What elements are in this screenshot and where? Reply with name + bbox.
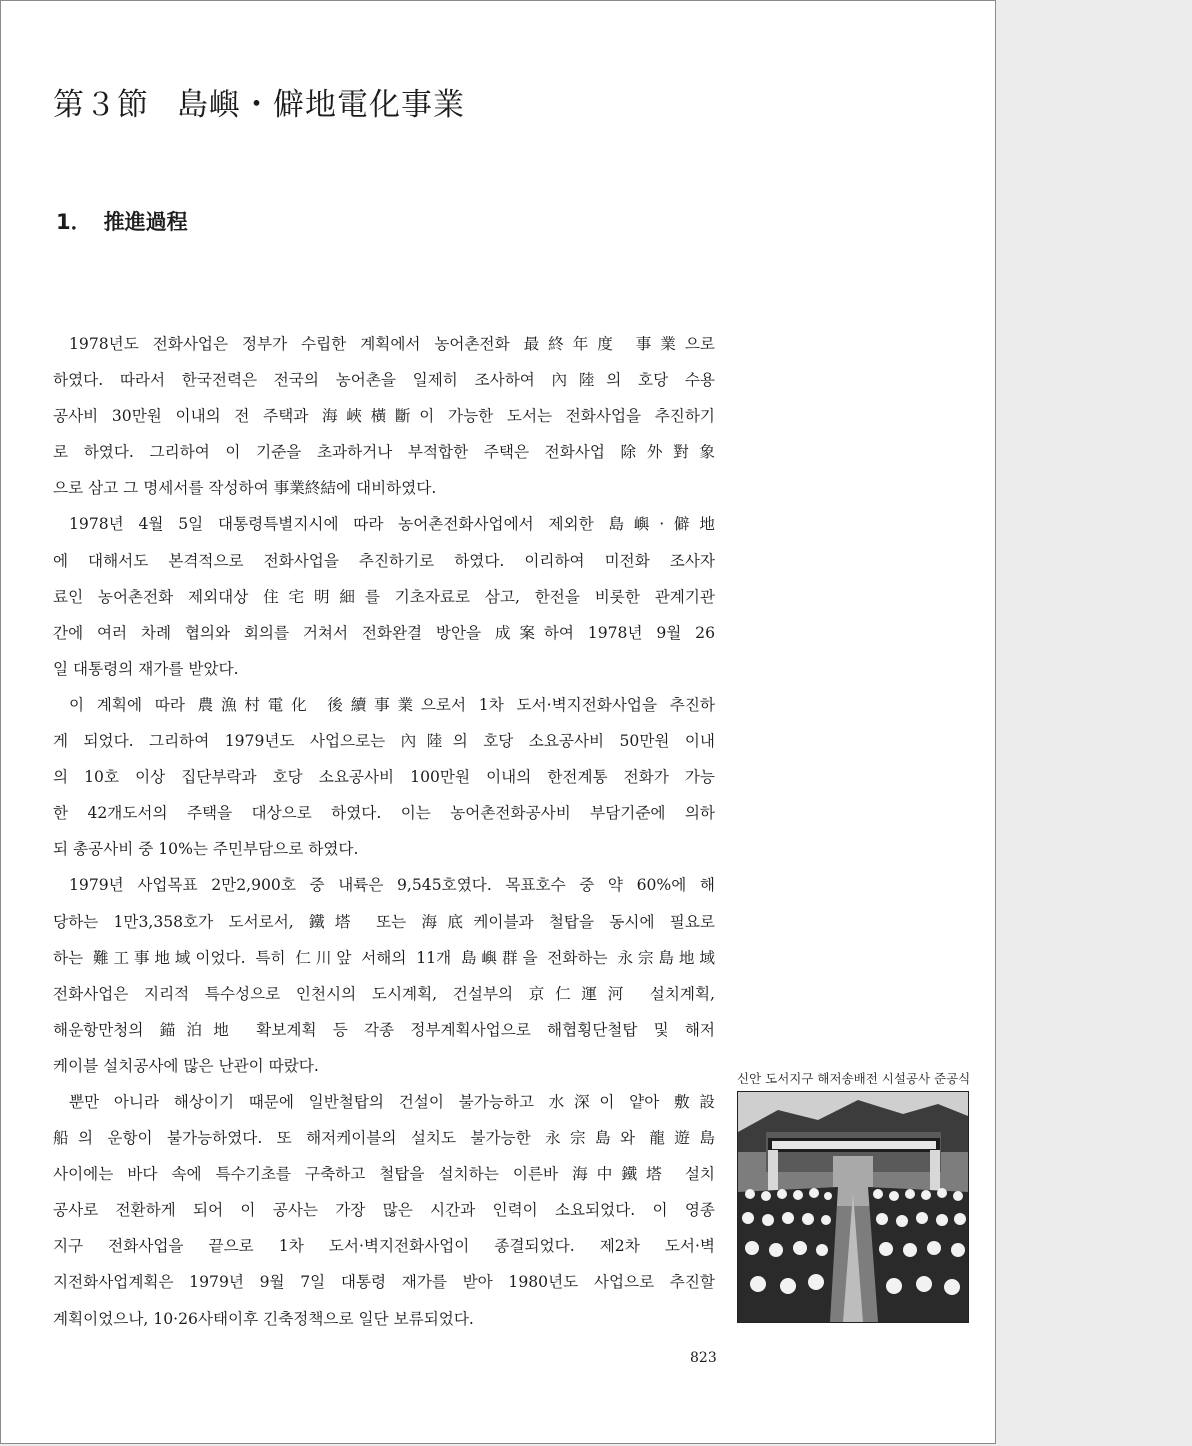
paragraph-line: 로 하였다. 그리하여 이 기준을 초과하거나 부적합한 주택은 전화사업 除外對象 (53, 443, 715, 462)
paragraph-line: 공사비 30만원 이내의 전 주택과 海峽橫斷이 가능한 도서는 전화사업을 추진하기 (53, 407, 715, 426)
paragraph-line: 료인 농어촌전화 제외대상 住宅明細를 기초자료로 삼고, 한전을 비롯한 관계기관 (53, 587, 715, 606)
paragraph-line: 1979년 사업목표 2만2,900호 중 내륙은 9,545호였다. 목표호수 중 약 60%에 해 (69, 876, 715, 895)
paragraph-line: 뿐만 아니라 해상이기 때문에 일반철탑의 건설이 불가능하고 水深이 얕아 敷設 (69, 1092, 715, 1111)
paragraph-line: 사이에는 바다 속에 특수기초를 구축하고 철탑을 설치하는 이른바 海中鐵塔 설치 (53, 1165, 715, 1184)
paragraph-line: 지구 전화사업을 끝으로 1차 도서·벽지전화사업이 종결되었다. 제2차 도서·벽 (53, 1237, 715, 1256)
paragraph-line: 의 10호 이상 집단부락과 호당 소요공사비 100만원 이내의 한전계통 전화가 가능 (53, 768, 715, 787)
paragraph-line: 해운항만청의 錨泊地 확보계획 등 각종 정부계획사업으로 해협횡단철탑 및 해저 (53, 1020, 715, 1039)
paragraph-line: 당하는 1만3,358호가 도서로서, 鐵塔 또는 海底케이블과 철탑을 동시에 필요로 (53, 912, 715, 931)
chapter-number: 第３節 (53, 87, 149, 123)
paragraph-line: 이 계획에 따라 農漁村電化 後續事業으로서 1차 도서·벽지전화사업을 추진하 (69, 695, 715, 714)
paragraph-line: 하는 難工事地域이었다. 특히 仁川앞 서해의 11개 島嶼群을 전화하는 永宗島地域 (53, 948, 715, 967)
paragraph-line: 에 대해서도 본격적으로 전화사업을 추진하기로 하였다. 이리하여 미전화 조사자 (53, 551, 715, 570)
paragraph-line: 으로 삼고 그 명세서를 작성하여 事業終結에 대비하였다. (53, 479, 437, 498)
paragraph-line: 1978년도 전화사업은 정부가 수립한 계획에서 농어촌전화 最終年度 事業으로 (69, 335, 715, 353)
section-heading (56, 206, 188, 236)
paragraph-line: 케이블 설치공사에 많은 난관이 따랐다. (53, 1056, 319, 1075)
paragraph-line: 되 총공사비 중 10%는 주민부담으로 하였다. (53, 840, 359, 859)
paragraph-line: 공사로 전환하게 되어 이 공사는 가장 많은 시간과 인력이 소요되었다. 이 영종 (53, 1201, 715, 1220)
paragraph-line: 계획이었으나, 10·26사태이후 긴축정책으로 일단 보류되었다. (53, 1309, 474, 1328)
body-text (53, 326, 715, 1337)
chapter-title-text: 島嶼・僻地電化事業 (177, 87, 465, 123)
paragraph-line: 일 대통령의 재가를 받았다. (53, 659, 239, 678)
section-title: 推進過程 (103, 210, 188, 234)
paragraph-line: 하였다. 따라서 한국전력은 전국의 농어촌을 일제히 조사하여 內陸의 호당 수용 (53, 371, 715, 390)
ceremony-photo (737, 1091, 969, 1323)
paragraph-line: 船의 운항이 불가능하였다. 또 해저케이블의 설치도 불가능한 永宗島와 龍遊島 (53, 1129, 715, 1148)
chapter-title (53, 79, 465, 124)
paragraph-line: 1978년 4월 5일 대통령특별지시에 따라 농어촌전화사업에서 제외한 島嶼·僻地 (69, 515, 715, 534)
paragraph-line: 전화사업은 지리적 특수성으로 인천시의 도시계획, 건설부의 京仁運河 설치계획, (53, 984, 715, 1003)
page-number: 823 (690, 1350, 717, 1366)
photo-caption: 신안 도서지구 해저송배전 시설공사 준공식 (737, 1071, 971, 1086)
paragraph-line: 게 되었다. 그리하여 1979년도 사업으로는 內陸의 호당 소요공사비 50만원 이내 (53, 732, 715, 751)
paragraph-line: 한 42개도서의 주택을 대상으로 하였다. 이는 농어촌전화공사비 부담기준에 의하 (53, 804, 715, 823)
paragraph-line: 간에 여러 차례 협의와 회의를 거쳐서 전화완결 방안을 成案하여 1978년 9월 26 (53, 623, 715, 642)
section-number: 1． (56, 210, 92, 234)
paragraph-line: 지전화사업계획은 1979년 9월 7일 대통령 재가를 받아 1980년도 사업으로 추진할 (53, 1273, 715, 1292)
